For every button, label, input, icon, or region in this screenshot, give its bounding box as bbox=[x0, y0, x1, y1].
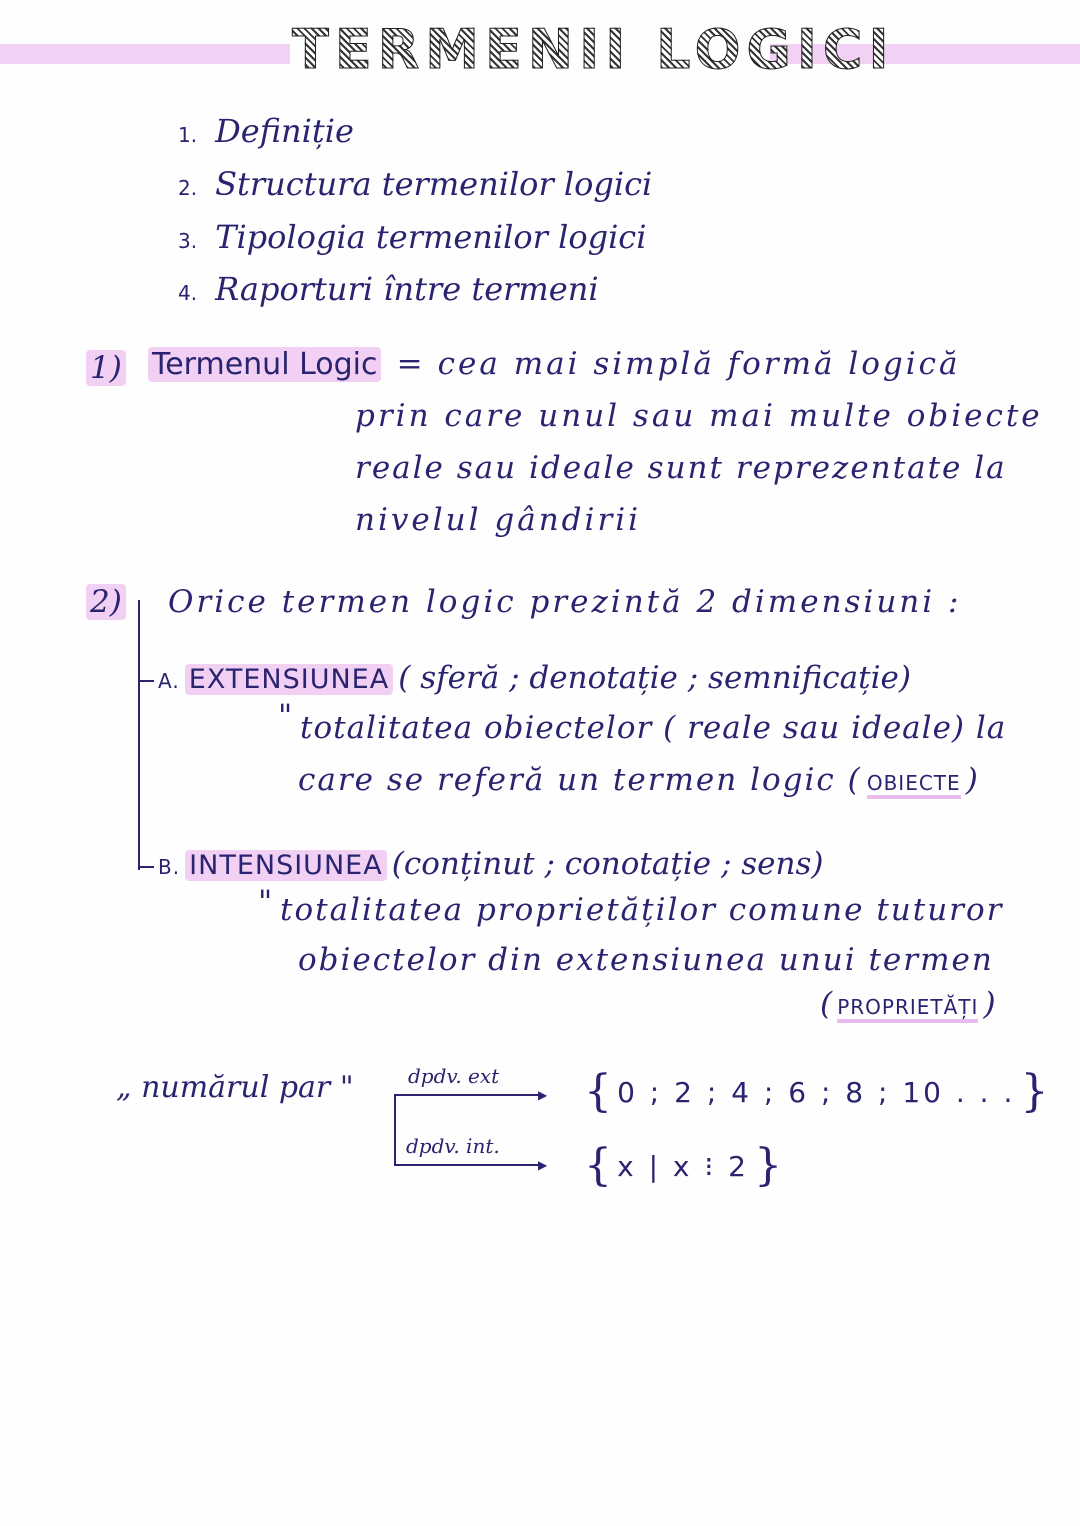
extension-synonyms: ( sferă ; denotație ; semnificație) bbox=[398, 660, 911, 696]
properties-tag-line: ( PROPRIETĂȚI ) bbox=[820, 986, 996, 1022]
section-number: 2) bbox=[86, 584, 126, 620]
definition-line: nivelul gândirii bbox=[355, 502, 642, 538]
example-term: „ numărul par " bbox=[116, 1070, 354, 1105]
toc-item bbox=[178, 165, 652, 203]
ext-arrow bbox=[394, 1094, 542, 1096]
int-label: dpdv. int. bbox=[406, 1134, 500, 1158]
extension-definition-line: care se referă un termen logic ( OBIECTE ) bbox=[298, 762, 978, 798]
extension-heading bbox=[158, 660, 911, 696]
properties-tag: PROPRIETĂȚI bbox=[837, 995, 978, 1023]
intension-name: INTENSIUNEA bbox=[185, 850, 387, 881]
definition-first-line bbox=[148, 346, 961, 382]
term-highlight: Termenul Logic bbox=[148, 347, 381, 382]
definition-line: prin care unul sau mai multe obiecte bbox=[355, 398, 1043, 434]
toc-label: Tipologia termenilor logici bbox=[215, 218, 647, 256]
toc-label: Definiție bbox=[215, 112, 354, 150]
intension-heading bbox=[158, 846, 823, 882]
definition-line: cea mai simplă formă logică bbox=[437, 346, 961, 382]
toc-label: Raporturi între termeni bbox=[215, 270, 599, 308]
extension-set: { 0 ; 2 ; 4 ; 6 ; 8 ; 10 . . . } bbox=[584, 1066, 1049, 1117]
branch-arrow-b bbox=[138, 866, 154, 868]
toc-number: 1. bbox=[178, 123, 198, 147]
toc-item bbox=[178, 270, 599, 308]
ditto-mark: " bbox=[258, 884, 273, 920]
branch-line bbox=[138, 600, 140, 870]
title-highlight-left bbox=[0, 44, 290, 64]
toc-item bbox=[178, 218, 646, 256]
extension-marker: A. bbox=[158, 669, 180, 693]
ext-label: dpdv. ext bbox=[408, 1064, 500, 1088]
ext-arrowhead-icon: ▶ bbox=[538, 1088, 548, 1102]
equals-sign: = bbox=[396, 346, 423, 382]
intension-definition-line: totalitatea proprietăților comune tuturor bbox=[280, 892, 1004, 928]
toc-number: 3. bbox=[178, 229, 198, 253]
definition-line: reale sau ideale sunt reprezentate la bbox=[355, 450, 1007, 486]
extension-name: EXTENSIUNEA bbox=[185, 664, 393, 695]
objects-tag: OBIECTE bbox=[867, 771, 961, 799]
intension-definition-line: obiectelor din extensiunea unui termen bbox=[298, 942, 994, 978]
dimensions-intro: Orice termen logic prezintă 2 dimensiuni : bbox=[168, 584, 962, 620]
example-branch-line bbox=[394, 1094, 396, 1166]
branch-arrow-a bbox=[138, 680, 154, 682]
intension-marker: B. bbox=[158, 855, 181, 879]
toc-number: 2. bbox=[178, 176, 198, 200]
int-arrow bbox=[394, 1164, 542, 1166]
toc-number: 4. bbox=[178, 281, 198, 305]
page-title: TERMENII LOGICI bbox=[292, 18, 895, 81]
toc-label: Structura termenilor logici bbox=[215, 165, 653, 203]
intension-synonyms: (conținut ; conotație ; sens) bbox=[391, 846, 824, 882]
section-number: 1) bbox=[86, 350, 126, 386]
extension-definition-line: totalitatea obiectelor ( reale sau ideale) la bbox=[300, 710, 1007, 746]
intension-set: { x | x ⁝ 2 } bbox=[584, 1140, 783, 1191]
toc-item bbox=[178, 112, 354, 150]
int-arrowhead-icon: ▶ bbox=[538, 1158, 548, 1172]
ditto-mark: " bbox=[278, 698, 293, 734]
